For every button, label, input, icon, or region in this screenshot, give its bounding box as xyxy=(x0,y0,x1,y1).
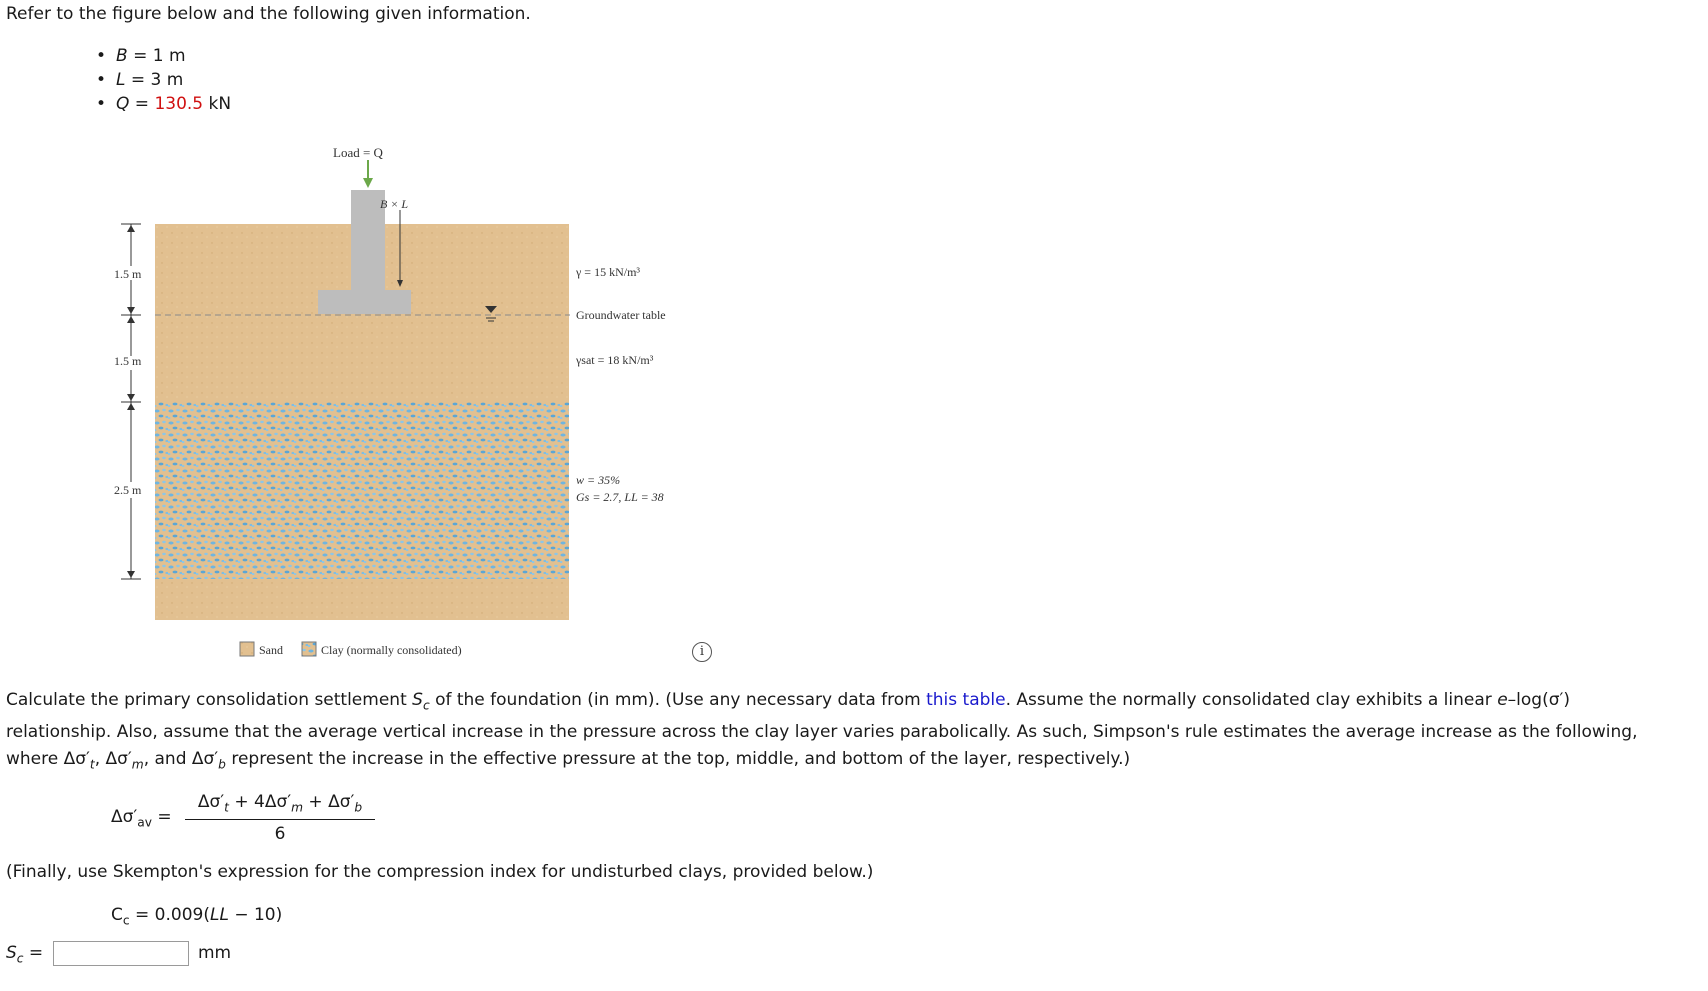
w-label: w = 35% xyxy=(576,473,621,487)
legend-sand-swatch xyxy=(240,642,254,656)
formula-numerator: $\Delta\sigma'_t + 4\Delta\sigma'_m + \Delta\sigma'_b$ xyxy=(197,792,363,815)
info-icon[interactable]: i xyxy=(692,642,712,662)
answer-label: $S_c$ = xyxy=(6,943,44,966)
finally-text: (Finally, use Skempton's expression for the compression index for undisturbed clays, provided below.) xyxy=(6,862,874,882)
gamma-sat-label: γsat = 18 kN/m³ xyxy=(576,353,654,367)
table-link[interactable]: this table xyxy=(926,690,1006,710)
settlement-answer-input[interactable] xyxy=(53,941,189,966)
load-label: Load = Q xyxy=(333,145,383,160)
sand-layer-lower xyxy=(155,579,569,620)
given-q: • Q = 130.5 kN xyxy=(96,92,231,116)
formula-lhs: $\Delta\sigma'_{av}$ = xyxy=(111,807,172,830)
given-l: • L = 3 m xyxy=(96,68,231,92)
legend-clay-swatch xyxy=(302,642,316,656)
question-line-2: relationship. Also, assume that the average vertical increase in the pressure across the clay layer varies parabolically. As such, Simpson's rule estimates the average increase as the following, xyxy=(6,722,1638,743)
dim-label-3: 2.5 m xyxy=(114,483,142,497)
fraction-bar xyxy=(185,819,375,820)
question-paragraph xyxy=(6,687,1696,779)
foundation-figure xyxy=(0,0,720,657)
bxl-label: B × L xyxy=(380,197,409,211)
clay-layer xyxy=(155,402,569,579)
formula-denominator: 6 xyxy=(274,824,286,844)
gamma-label: γ = 15 kN/m³ xyxy=(576,265,641,279)
question-line-3: where $\Delta\sigma'_t$, $\Delta\sigma'_m$, and $\Delta\sigma'_b$ represent the increase in the effective pressure at the top, middle, and bottom of the layer, respectively.) xyxy=(6,749,1131,772)
gwt-label: Groundwater table xyxy=(576,308,666,322)
question-line-1: Calculate the primary consolidation settlement $S_c$ of the foundation (in mm). (Use any necessary data from this table. Assume the normally consolidated clay exhibits a linear e–log(σ′) xyxy=(6,690,1570,713)
dim-label-2: 1.5 m xyxy=(114,354,142,368)
legend-sand: Sand xyxy=(259,643,283,657)
answer-unit: mm xyxy=(198,943,232,963)
legend-clay: Clay (normally consolidated) xyxy=(321,643,462,657)
dim-label-1: 1.5 m xyxy=(114,267,142,281)
skempton-formula: $C_c = 0.009(LL - 10)$ xyxy=(111,905,283,928)
gs-ll-label: Gs = 2.7, LL = 38 xyxy=(576,490,664,504)
given-b: • B = 1 m xyxy=(96,44,231,68)
intro-text: Refer to the figure below and the following given information. xyxy=(6,4,531,24)
load-arrow xyxy=(363,160,373,188)
